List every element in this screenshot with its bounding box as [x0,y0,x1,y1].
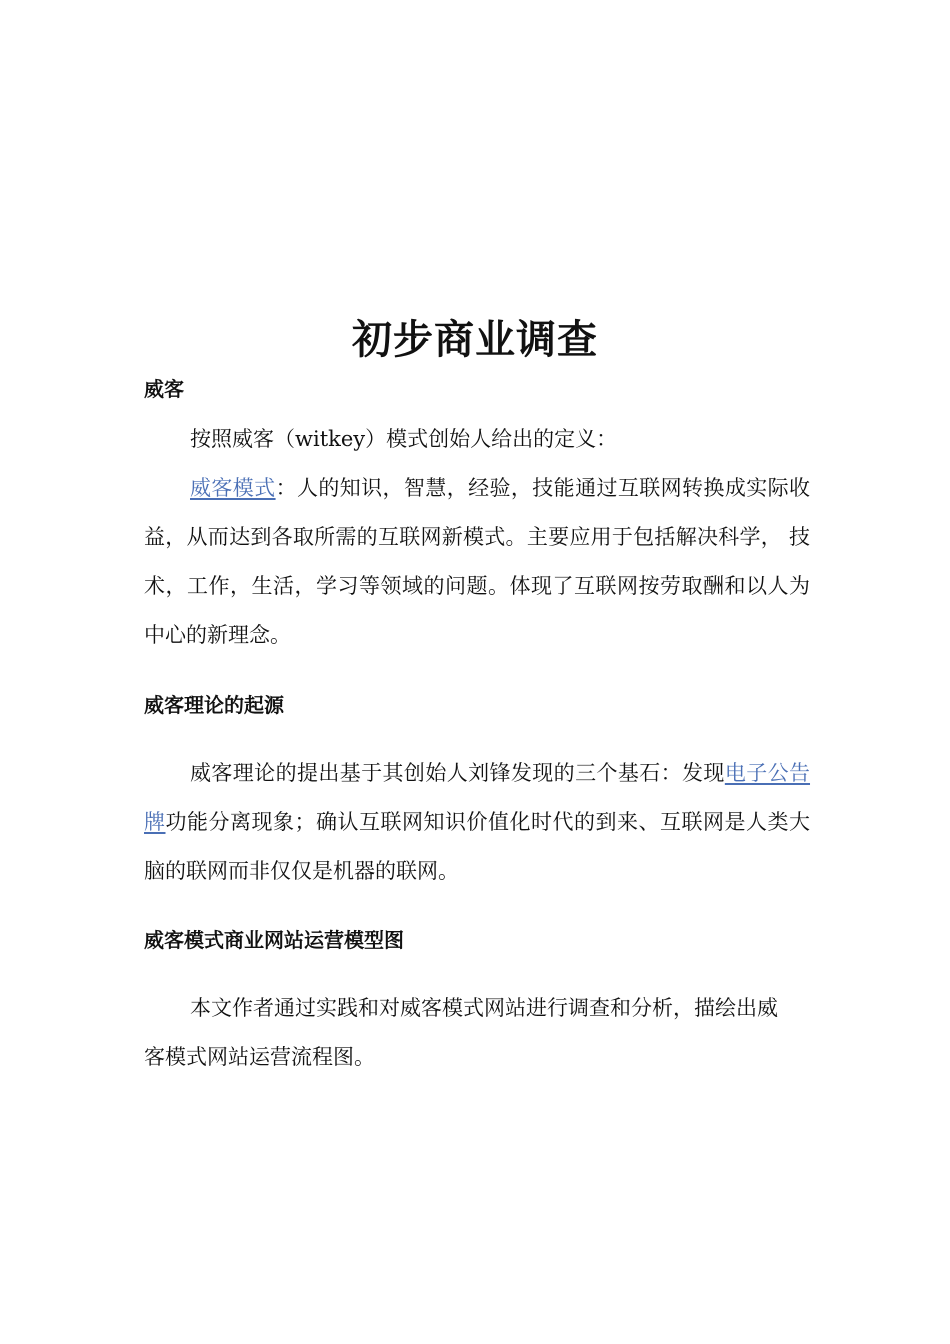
definition-paragraph [144,464,810,660]
model-paragraph: 本文作者通过实践和对威客模式网站进行调查和分析，描绘出威客模式网站运营流程图。 [144,996,778,1069]
witkey-mode-link[interactable]: 威客模式 [190,476,276,500]
bulletin-board-link[interactable]: 电子公告牌 [144,761,811,834]
origin-text-after-link: 功能分离现象；确认互联网知识价值化时代的到来、互联网是人类大脑的联网而非仅仅是机器的联网。 [144,810,810,883]
origin-paragraph [144,749,810,896]
definition-text: ：人的知识，智慧，经验，技能通过互联网转换成实际收益，从而达到各取所需的互联网新模式。主要应用于包括解决科学， 技术，工作，生活，学习等领域的问题。体现了互联网按劳取酬和以人为中心的新理念。 [144,476,811,647]
origin-text-before-link: 威客理论的提出基于其创始人刘锋发现的三个基石：发现 [190,761,725,785]
intro-paragraph: 按照威客（witkey）模式创始人给出的定义： [190,427,618,451]
section-heading-model: 威客模式商业网站运营模型图 [144,928,404,952]
section-heading-witkey: 威客 [144,377,184,401]
section-heading-origin: 威客理论的起源 [144,693,284,717]
document-title: 初步商业调查 [352,317,598,363]
